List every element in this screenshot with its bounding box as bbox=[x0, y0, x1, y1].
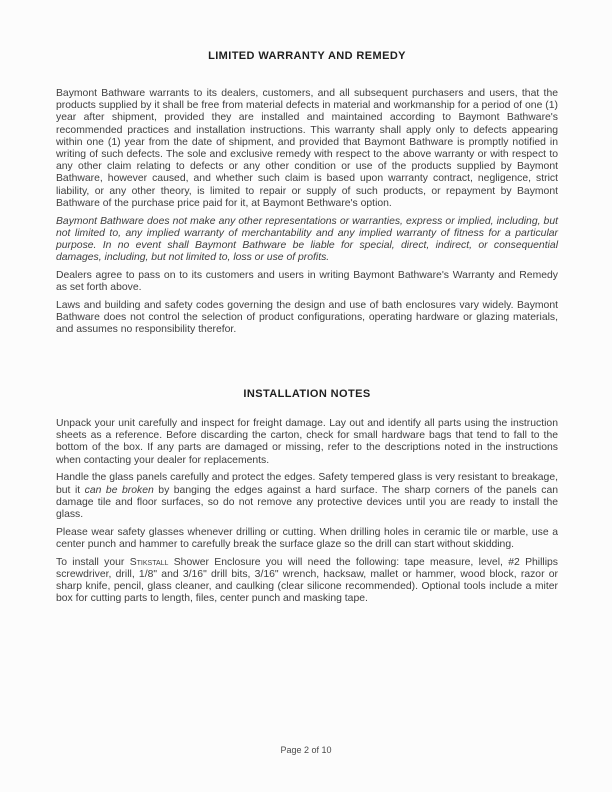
paragraph bbox=[56, 300, 558, 337]
page-number: Page 2 of 10 bbox=[280, 745, 332, 755]
paragraph bbox=[56, 472, 558, 521]
paragraph bbox=[56, 88, 558, 210]
limited-warranty-heading: LIMITED WARRANTY AND REMEDY bbox=[208, 50, 406, 62]
text-segment: Please wear safety glasses whenever drilling or cutting. When drilling holes in ceramic tile or marble, use a center punch and hammer to carefully break the surface glaze so the drill can start without skidding. bbox=[56, 526, 558, 550]
page-content bbox=[56, 0, 558, 792]
text-segment: can be broken bbox=[84, 484, 154, 496]
text-segment: by banging the edges against a hard surface. The sharp corners of the panels can damage tile and floor surfaces, so do not remove any protective devices until you are ready to install the glass. bbox=[56, 484, 558, 520]
paragraph bbox=[56, 270, 558, 294]
text-segment: Handle the glass panels carefully and protect the edges. Safety tempered glass is very resistant to breakage, but it bbox=[56, 472, 558, 496]
installation-notes-paragraphs bbox=[56, 418, 558, 605]
paragraph bbox=[56, 418, 558, 467]
text-segment: To install your bbox=[56, 556, 130, 568]
paragraph bbox=[56, 216, 558, 265]
text-segment: Baymont Bathware warrants to its dealers, customers, and all subsequent purchasers and users, that the products supplied by it shall be free from material defects in material and workmanship for a period of one (1) year after shipment, provided they are installed and maintained according to Baymont Bathware's recommended practices and installation instructions. This warranty shall apply only to defects appearing within one (1) year from the date of shipment, and provided that Baymont Bathware is promptly notified in writing of such defects. The sole and exclusive remedy with respect to the above warranty or with respect to any other claim relating to defects or any other condition or use of the products supplied by Baymont Bathware, however caused, and whether such claim is based upon warranty contract, negligence, strict liability, or any other theory, is limited to repair or supply of such products, or repayment by Baymont Bathware of the purchase price paid for it, at Baymont Bethware's option. bbox=[56, 88, 558, 209]
text-segment: Shower Enclosure you will need the following: tape measure, level, #2 Phillips screwdriver, drill, 1/8" and 3/16" drill bits, 3/16" wrench, hacksaw, mallet or hammer, wood block, razor or sharp knife, pencil, glass cleaner, and caulking (clear silicone recommended). Optional tools include a miter box for cutting parts to length, files, center punch and masking tape. bbox=[56, 556, 559, 605]
text-segment: Unpack your unit carefully and inspect for freight damage. Lay out and identify all parts using the instruction sheets as a reference. Before discarding the carton, check for small hardware bags that tend to fall to the bottom of the box. If any parts are damaged or missing, refer to the descriptions noted in the instructions when contacting your dealer for replacements. bbox=[56, 418, 558, 466]
section-installation-notes bbox=[56, 388, 558, 611]
paragraph bbox=[56, 527, 558, 551]
text-segment: Dealers agree to pass on to its customers and users in writing Baymont Bathware's Warranty and Remedy as set forth above. bbox=[56, 269, 558, 294]
text-segment: Laws and building and safety codes governing the design and use of bath enclosures vary widely. Baymont Bathware does not control the selection of product configurations, operating hardware or glazing materials, and assumes no responsibility therefor. bbox=[56, 299, 558, 336]
text-segment: Baymont Bathware does not make any other representations or warranties, express or implied, including, but not limited to, any implied warranty of merchantability and any implied warranty of fitness for a particular purpose. In no event shall Baymont Bathware be liable for special, direct, indirect, or consequential damages, including, but not limited to, loss or use of profits. bbox=[56, 215, 558, 264]
paragraph bbox=[56, 557, 558, 606]
section-limited-warranty bbox=[56, 50, 558, 336]
brand-name: Stikstall bbox=[129, 556, 169, 568]
limited-warranty-paragraphs bbox=[56, 88, 558, 336]
installation-notes-heading: INSTALLATION NOTES bbox=[243, 388, 371, 400]
